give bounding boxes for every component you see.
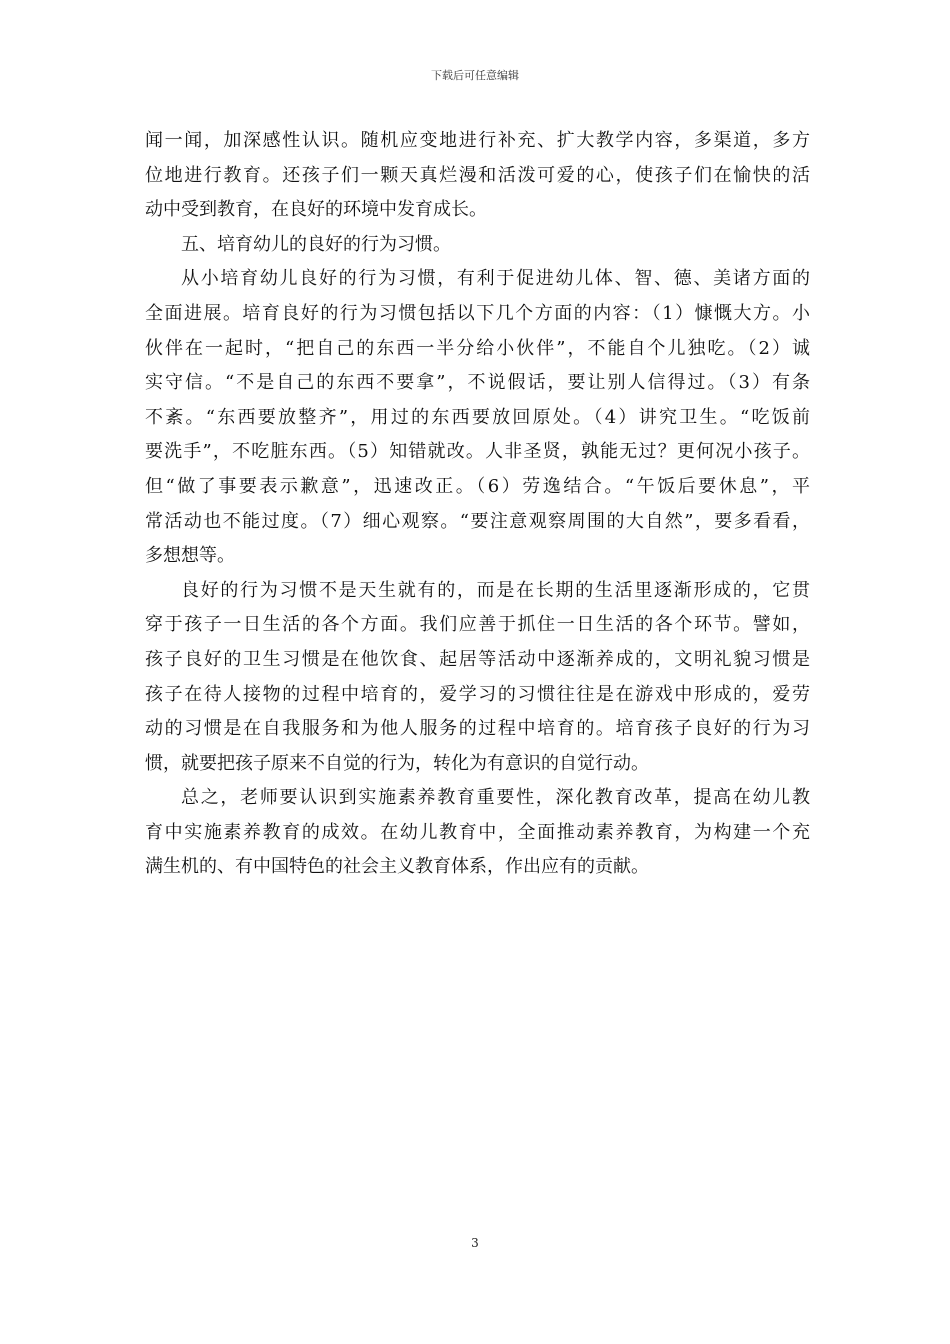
text-line: 但“做了事要表示歉意”，迅速改正。（6）劳逸结合。“午饭后要休息”，平 <box>145 475 810 497</box>
paragraph <box>145 574 810 782</box>
text-line: 总之，老师要认识到实施素养教育重要性，深化教育改革，提高在幼儿教 <box>181 787 810 809</box>
text-line: 多想想等。 <box>145 545 235 567</box>
page-number: 3 <box>471 1236 479 1250</box>
text-line: 育中实施素养教育的成效。在幼儿教育中，全面推动素养教育，为构建一个充 <box>145 821 810 843</box>
text-line: 穿于孩子一日生活的各个方面。我们应善于抓住一日生活的各个环节。譬如， <box>145 614 810 636</box>
text-line: 动中受到教育，在良好的环境中发育成长。 <box>145 199 487 221</box>
text-line: 位地进行教育。还孩子们一颗天真烂漫和活泼可爱的心，使孩子们在愉快的活 <box>145 164 810 186</box>
paragraph <box>145 262 810 573</box>
paragraph <box>145 124 810 228</box>
text-line: 伙伴在一起时，“把自己的东西一半分给小伙伴”，不能自个儿独吃。（2）诚 <box>145 337 810 359</box>
paragraph <box>145 781 810 885</box>
text-line: 孩子良好的卫生习惯是在他饮食、起居等活动中逐渐养成的，文明礼貌习惯是 <box>145 648 810 670</box>
text-line: 常活动也不能过度。（7）细心观察。“要注意观察周围的大自然”，要多看看， <box>145 510 810 532</box>
text-line: 动的习惯是在自我服务和为他人服务的过程中培育的。培育孩子良好的行为习 <box>145 718 810 740</box>
page-header: 下载后可任意编辑 <box>431 69 519 82</box>
text-line: 孩子在待人接物的过程中培育的，爱学习的习惯往往是在游戏中形成的，爱劳 <box>145 683 810 705</box>
text-line: 不紊。“东西要放整齐”，用过的东西要放回原处。（4）讲究卫生。“吃饭前 <box>145 406 810 428</box>
text-line: 良好的行为习惯不是天生就有的，而是在长期的生活里逐渐形成的，它贯 <box>181 579 810 601</box>
text-line: 五、培育幼儿的良好的行为习惯。 <box>181 233 451 255</box>
text-line: 实守信。“不是自己的东西不要拿”，不说假话，要让别人信得过。（3）有条 <box>145 372 810 394</box>
text-line: 要洗手”，不吃脏东西。（5）知错就改。人非圣贤，孰能无过？更何况小孩子。 <box>145 441 810 463</box>
text-line: 满生机的、有中国特色的社会主义教育体系，作出应有的贡献。 <box>145 856 649 878</box>
text-line: 全面进展。培育良好的行为习惯包括以下几个方面的内容：（1）慷慨大方。小 <box>145 302 810 324</box>
text-line: 惯，就要把孩子原来不自觉的行为，转化为有意识的自觉行动。 <box>145 752 649 774</box>
text-line: 闻一闻，加深感性认识。随机应变地进行补充、扩大教学内容，多渠道，多方 <box>145 130 810 151</box>
paragraph <box>145 228 810 263</box>
text-line: 从小培育幼儿良好的行为习惯，有利于促进幼儿体、智、德、美诸方面的 <box>181 268 810 290</box>
document-body <box>145 124 810 885</box>
